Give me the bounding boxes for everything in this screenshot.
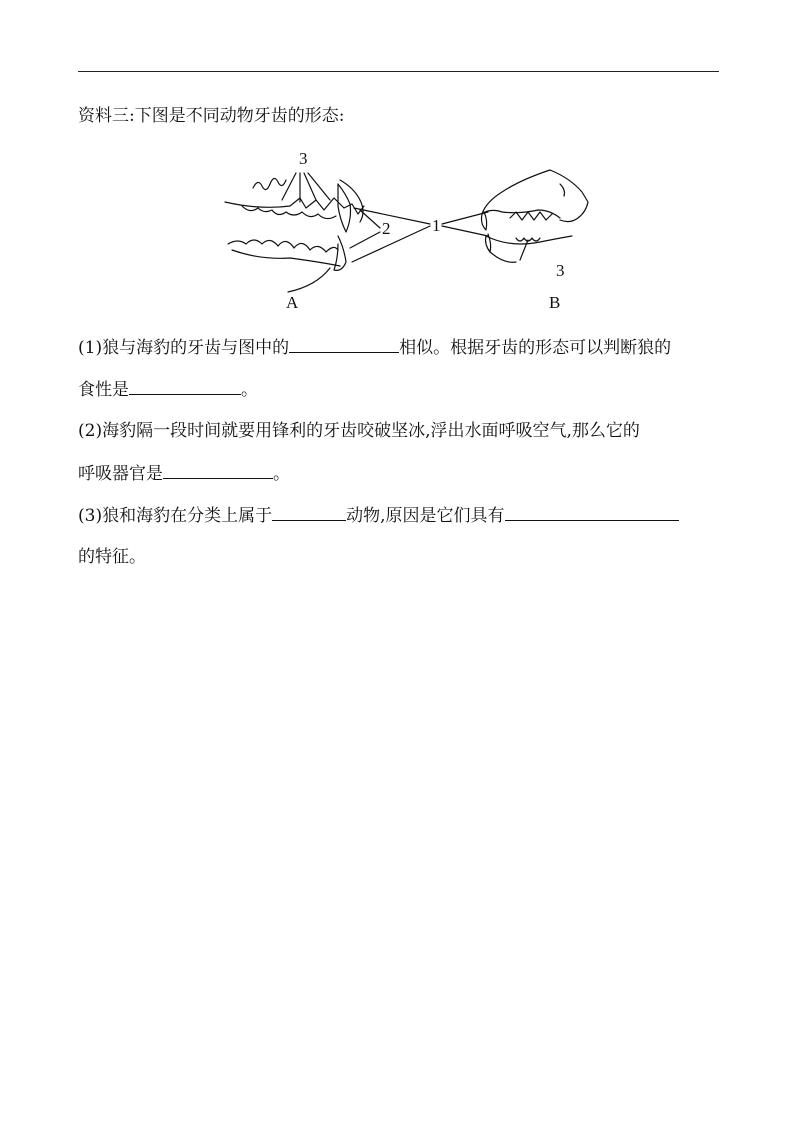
question-2-line-2 [78,462,290,485]
label-1: 1 [432,216,441,235]
caption-b: B [549,293,561,312]
intro-text: 资料三:下图是不同动物牙齿的形态: [78,106,345,126]
q3-blank-2[interactable] [505,504,679,521]
q3-text-1: (3)狼和海豹在分类上属于 [78,506,273,526]
skull-b-outline [550,170,588,222]
skull-b-eye [560,184,565,196]
q2-text-2: 呼吸器官是 [78,464,163,484]
skull-b-upper-teeth [510,212,552,220]
skull-a-upper-jaw [225,198,364,214]
q2-blank-1[interactable] [163,462,273,479]
q2-text-1: (2)海豹隔一段时间就要用锋利的牙齿咬破坚冰,浮出水面呼吸空气,那么它的 [78,421,640,441]
skull-b-top [482,170,550,214]
skull-b-upper-jaw [482,210,560,218]
q1-text-4: 。 [241,380,258,400]
q1-text-2: 相似。根据牙齿的形态可以判断狼的 [399,338,672,358]
q1-blank-2[interactable] [129,378,241,395]
question-3-line-1 [78,504,679,527]
question-1-line-1 [78,336,671,359]
question-2-line-1 [78,420,640,442]
caption-a: A [286,293,299,312]
question-3-line-2 [78,546,146,568]
label-2: 2 [382,219,391,238]
skull-b-upper-canine [482,212,487,230]
q1-text-3: 食性是 [78,380,129,400]
skull-a-lower-base [232,250,340,266]
skull-b-lower-jaw [486,236,572,244]
question-1-line-2 [78,378,258,401]
skull-a-chin [288,268,330,292]
skull-a-wave [253,178,286,189]
q3-blank-1[interactable] [272,504,346,521]
q3-text-2: 动物,原因是它们具有 [346,506,505,526]
label-3-bottom: 3 [556,261,565,280]
q1-blank-1[interactable] [289,336,399,353]
teeth-figure [220,140,600,320]
skull-a-lower-jaw [228,240,338,252]
skull-b-chin [490,252,516,262]
q2-text-3: 。 [273,464,290,484]
q1-text-1: (1)狼与海豹的牙齿与图中的 [78,338,290,358]
skull-a-upper-front [340,180,363,222]
header-rule [78,71,719,72]
label-3-top: 3 [299,149,308,168]
skull-a-lower-canine [334,236,346,270]
q3-text-3: 的特征。 [78,547,146,567]
teeth-diagram [220,140,600,320]
